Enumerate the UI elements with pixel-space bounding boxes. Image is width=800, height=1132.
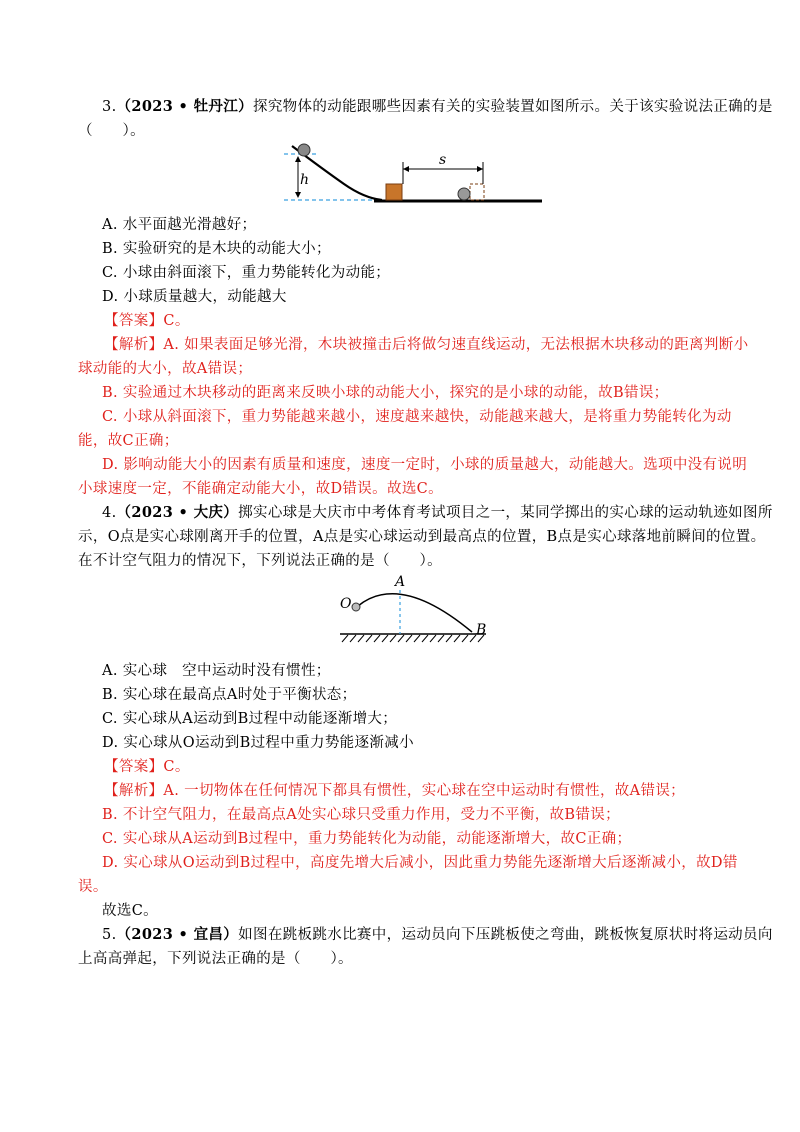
- q4-answer: 【答案】C。: [104, 759, 190, 775]
- q3-option-a: A. 水平面越光滑越好；: [102, 217, 257, 233]
- q3-analysis-line2: 球动能的大小，故A错误；: [78, 361, 253, 377]
- q4-label-a: A: [395, 574, 406, 590]
- q4-analysis-line1: 【解析】A. 一切物体在任何情况下都具有惯性，实心球在空中运动时有惯性，故A错误；: [104, 783, 686, 799]
- q3-answer: 【答案】C。: [104, 313, 190, 329]
- q4-analysis-line2: B. 不计空气阻力，在最高点A处实心球只受重力作用，受力不平衡，故B错误；: [102, 807, 620, 823]
- q3-option-b: B. 实验研究的是木块的动能大小；: [102, 241, 331, 257]
- q3-analysis-label: 【解析】: [104, 337, 164, 353]
- q4-stem-text: 掷实心球是大庆市中考体育考试项目之一，某同学掷出的实心球的运动轨迹如图所: [238, 505, 773, 521]
- q4-label-o: O: [340, 596, 352, 612]
- q3-analysis-line1: 【解析】A. 如果表面足够光滑，木块被撞击后将做匀速直线运动，无法根据木块移动的距离判断小: [104, 337, 749, 353]
- q4-stem-line1: [102, 502, 800, 524]
- q4-trajectory-figure: [336, 572, 506, 646]
- q3-option-c: C. 小球由斜面滚下，重力势能转化为动能；: [102, 265, 391, 281]
- q4-option-c: C. 实心球从A运动到B过程中动能逐渐增大；: [102, 711, 398, 727]
- q3-stem-line1: [102, 96, 800, 118]
- q3-stem-text: 探究物体的动能跟哪些因素有关的实验装置如图所示。关于该实验说法正确的是: [252, 99, 773, 115]
- q4-conclusion: 故选C。: [102, 903, 158, 919]
- q4-option-b: B. 实心球在最高点A时处于平衡状态；: [102, 687, 357, 703]
- q3-analysis-line6: D. 影响动能大小的因素有质量和速度，速度一定时，小球的质量越大，动能越大。选项中没有说明: [102, 457, 748, 473]
- q5-stem-line2: 上高高弹起，下列说法正确的是（ ）。: [78, 951, 353, 967]
- q3-analysis-line4: C. 小球从斜面滚下，重力势能越来越小，速度越来越快，动能越来越大，是将重力势能转化为动: [102, 409, 732, 425]
- q3-option-d: D. 小球质量越大，动能越大: [102, 289, 287, 305]
- q4-option-a: A. 实心球 空中运动时没有惯性；: [102, 663, 331, 679]
- q4-analysis-label: 【解析】: [104, 783, 164, 799]
- q4-stem-line2: 示，O点是实心球刚离开手的位置，A点是实心球运动到最高点的位置，B点是实心球落地前瞬间的位置。: [78, 529, 766, 545]
- q3-wood-block: [386, 184, 402, 200]
- q3-source: （2023 • 牡丹江）: [116, 98, 253, 115]
- q3-ball-bottom: [458, 188, 470, 200]
- q4-option-d: D. 实心球从O运动到B过程中重力势能逐渐减小: [102, 735, 414, 751]
- q3-stem-line2: （ ）。: [78, 123, 145, 139]
- q4-analysis-line3: C. 实心球从A运动到B过程中，重力势能转化为动能，动能逐渐增大，故C正确；: [102, 831, 632, 847]
- q4-label-b: B: [476, 622, 487, 638]
- q4-ball-o: [352, 603, 360, 611]
- q5-source: （2023 • 宜昌）: [116, 926, 239, 943]
- q4-analysis-line4: D. 实心球从O运动到B过程中，高度先增大后减小，因此重力势能先逐渐增大后逐渐减小，故D错: [102, 855, 738, 871]
- q5-stem-text: 如图在跳板跳水比赛中，运动员向下压跳板使之弯曲，跳板恢复原状时将运动员向: [238, 927, 773, 943]
- q3-analysis-line3: B. 实验通过木块移动的距离来反映小球的动能大小，探究的是小球的动能，故B错误；: [102, 385, 669, 401]
- q5-number: 5.: [102, 927, 117, 943]
- q3-ball-top: [298, 144, 310, 156]
- q3-number: 3.: [102, 99, 117, 115]
- q4-source: （2023 • 大庆）: [116, 504, 239, 521]
- q3-label-s: s: [439, 152, 447, 168]
- q4-number: 4.: [102, 505, 117, 521]
- q4-stem-line3: 在不计空气阻力的情况下，下列说法正确的是（ ）。: [78, 553, 442, 569]
- q3-analysis-line7: 小球速度一定，不能确定动能大小，故D错误。故选C。: [78, 481, 443, 497]
- q4-analysis-line5: 误。: [78, 879, 108, 895]
- q3-label-h: h: [300, 172, 310, 188]
- q5-stem-line1: [102, 924, 800, 946]
- q3-analysis-line5: 能，故C正确；: [78, 433, 179, 449]
- q3-incline-figure: [284, 142, 544, 206]
- q3-wood-block-final: [470, 184, 484, 200]
